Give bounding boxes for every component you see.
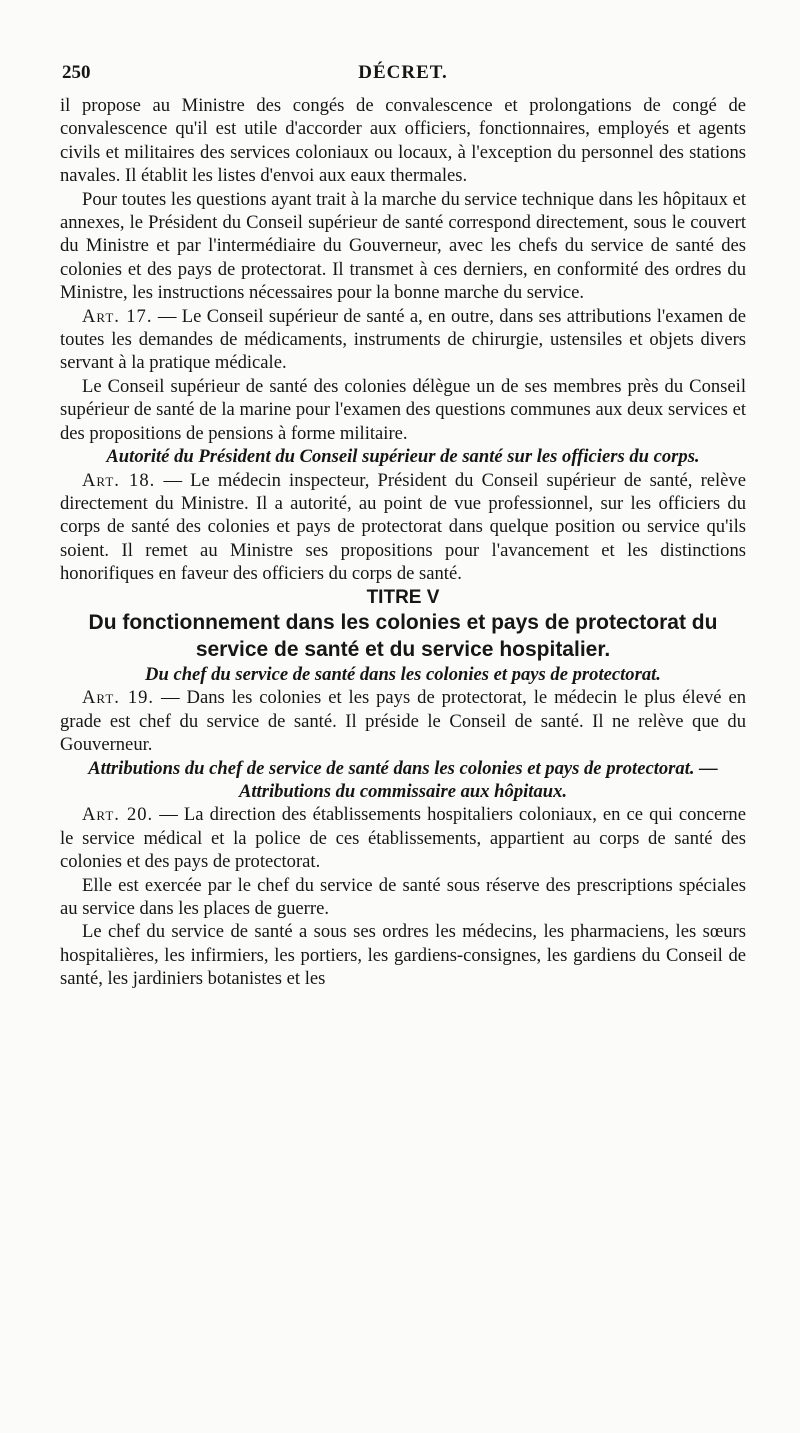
paragraph-continuation: il propose au Ministre des congés de convalescence et prolongations de congé de convalescence qu'il est utile d'accorder aux officiers, fonctionnaires, employés et agents civils et militaires des services coloniaux ou locaux, à l'exception du personnel des stations navales. Il établit les listes d'envoi aux eaux thermales. — [60, 95, 746, 187]
title-heading: Du fonctionnement dans les colonies et pays de protectorat du service de santé et du service hospitalier. — [88, 610, 718, 661]
running-title: DÉCRET. — [358, 62, 448, 83]
article-19-text: — Dans les colonies et les pays de protectorat, le médecin le plus élevé en grade est chef du service de santé. Il préside le Conseil de santé. Il ne relève que du Gouverneur. — [60, 687, 746, 756]
article-19-label: Art. 19. — [82, 687, 155, 709]
article-20-label: Art. 20. — [82, 804, 154, 826]
article-18-text: — Le médecin inspecteur, Président du Conseil supérieur de santé, relève directement du Ministre. Il a autorité, au point de vue professionnel, sur les officiers du corps de santé des colonies et pays de protectorat dans quelque position ou service qu'ils soient. Il remet au Ministre ses propositions pour l'avancement et les distinctions honorifiques en faveur des officiers du corps de santé. — [60, 469, 746, 585]
paragraph-delegation: Le Conseil supérieur de santé des colonies délègue un de ses membres près du Conseil supérieur de santé de la marine pour l'examen des questions communes aux deux services et des propositions de pensions à forme militaire. — [60, 375, 746, 444]
page-number: 250 — [62, 62, 91, 83]
paragraph-exercise: Elle est exercée par le chef du service de santé sous réserve des prescriptions spéciales au service dans les places de guerre. — [60, 874, 746, 919]
page-body — [60, 94, 746, 991]
article-17-text: — Le Conseil supérieur de santé a, en outre, dans ses attributions l'examen de toutes les demandes de médicaments, instruments de chirurgie, ustensiles et objets divers servant à la pratique médicale. — [60, 305, 746, 374]
article-17 — [60, 305, 746, 375]
paragraph-technical-service: Pour toutes les questions ayant trait à la marche du service technique dans les hôpitaux et annexes, le Président du Conseil supérieur de santé correspond directement, sous le couvert du Ministre et par l'intermédiaire du Gouverneur, avec les chefs du service de santé des colonies et des pays de protectorat. Il transmet à ces derniers, en conformité des ordres du Ministre, les instructions nécessaires pour la bonne marche du service. — [60, 188, 746, 304]
article-18-label: Art. 18. — [82, 469, 156, 491]
article-19 — [60, 686, 746, 756]
article-18 — [60, 469, 746, 586]
section-subheading-chief: Du chef du service de santé dans les colonies et pays de protectorat. — [145, 663, 661, 685]
section-subheading-attributions: Attributions du chef de service de santé dans les colonies et pays de protectorat. — Attributions du commissaire aux hôpitaux. — [88, 757, 718, 802]
article-20-text: — La direction des établissements hospitaliers coloniaux, en ce qui concerne le service médical et la police de ces établissements, appartient au corps de santé des colonies et des pays de protectorat. — [60, 804, 746, 873]
article-20 — [60, 803, 746, 873]
page-header — [62, 62, 744, 88]
section-subheading-authority: Autorité du Président du Conseil supérieur de santé sur les officiers du corps. — [106, 446, 700, 468]
paragraph-staff: Le chef du service de santé a sous ses ordres les médecins, les pharmaciens, les sœurs hospitalières, les infirmiers, les portiers, les gardiens-consignes, les gardiens du Conseil de santé, les jardiniers botanistes et les — [60, 921, 746, 990]
article-17-label: Art. 17. — [82, 305, 153, 327]
title-number: TITRE V — [366, 586, 440, 608]
